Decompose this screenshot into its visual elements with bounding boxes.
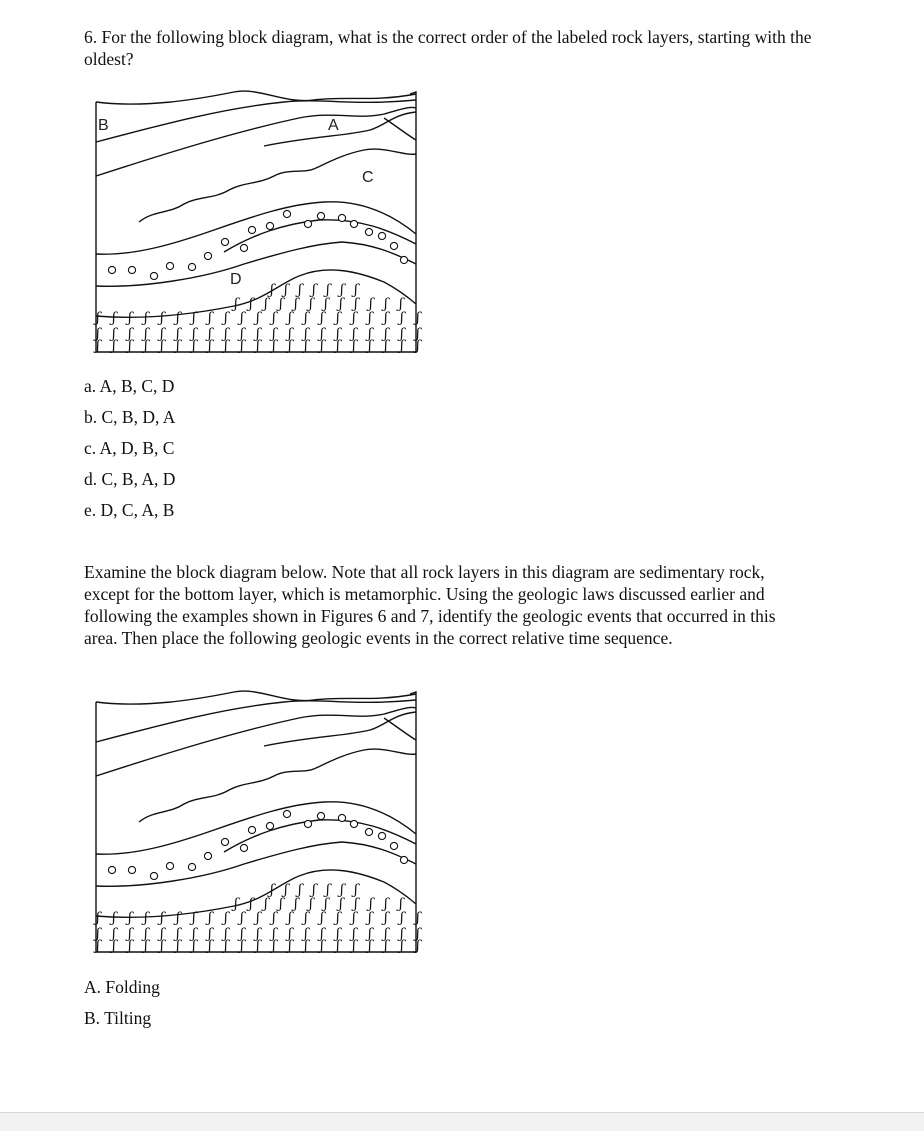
metamorphic-mark: ʃ <box>288 938 292 954</box>
metamorphic-mark: ʃ <box>312 882 316 898</box>
metamorphic-mark: ʃ <box>339 296 343 312</box>
metamorphic-mark: ʃ <box>368 310 372 326</box>
metamorphic-mark: ʃ <box>304 926 308 942</box>
layer-line-4 <box>384 118 416 140</box>
metamorphic-mark: ʃ <box>208 310 212 326</box>
metamorphic-mark: ʃ <box>416 938 420 954</box>
pebble <box>365 828 372 835</box>
pebble <box>350 820 357 827</box>
metamorphic-mark: ʃ <box>304 338 308 354</box>
metamorphic-mark: ʃ <box>249 296 253 312</box>
metamorphic-mark: ʃ <box>368 326 372 342</box>
metamorphic-mark: ʃ <box>416 326 420 342</box>
metamorphic-mark: ʃ <box>384 310 388 326</box>
question-text: For the following block diagram, what is the correct order of the labeled rock layers, starting with the oldest? <box>84 27 812 69</box>
metamorphic-mark: ʃ <box>256 926 260 942</box>
metamorphic-mark: ʃ <box>144 938 148 954</box>
metamorphic-mark: ʃ <box>160 326 164 342</box>
metamorphic-mark: ʃ <box>320 338 324 354</box>
metamorphic-mark: ʃ <box>294 896 298 912</box>
metamorphic-mark: ʃ <box>208 326 212 342</box>
metamorphic-mark: ʃ <box>144 926 148 942</box>
metamorphic-mark: ʃ <box>224 910 228 926</box>
pebble <box>390 842 397 849</box>
metamorphic-mark: ʃ <box>234 296 238 312</box>
metamorphic-mark: ʃ <box>312 282 316 298</box>
metamorphic-mark: ʃ <box>270 282 274 298</box>
metamorphic-mark: ʃ <box>112 338 116 354</box>
metamorphic-mark: ʃ <box>288 326 292 342</box>
metamorphic-mark: ʃ <box>336 910 340 926</box>
metamorphic-mark: ʃ <box>416 926 420 942</box>
metamorphic-mark: ʃ <box>176 326 180 342</box>
pebble <box>221 238 228 245</box>
metamorphic-mark: ʃ <box>112 926 116 942</box>
metamorphic-mark: ʃ <box>176 310 180 326</box>
metamorphic-mark: ʃ <box>224 938 228 954</box>
metamorphic-mark: ʃ <box>270 882 274 898</box>
metamorphic-mark: ʃ <box>240 338 244 354</box>
fold-line-2 <box>224 220 416 252</box>
metamorphic-mark: ʃ <box>128 310 132 326</box>
pebble <box>188 263 195 270</box>
label-c: C <box>362 169 374 186</box>
metamorphic-mark: ʃ <box>298 882 302 898</box>
pebble <box>350 220 357 227</box>
metamorphic-mark: ʃ <box>309 896 313 912</box>
pebble <box>166 862 173 869</box>
metamorphic-mark: ʃ <box>324 296 328 312</box>
pebble <box>317 812 324 819</box>
pebble <box>240 244 247 251</box>
layer-line-2 <box>96 707 416 776</box>
metamorphic-mark: ʃ <box>176 910 180 926</box>
metamorphic-mark: ʃ <box>400 326 404 342</box>
metamorphic-mark: ʃ <box>96 338 100 354</box>
metamorphic-mark: ʃ <box>256 326 260 342</box>
metamorphic-mark: ʃ <box>144 338 148 354</box>
pebble <box>248 826 255 833</box>
layer-line-1 <box>96 700 416 742</box>
metamorphic-mark: ʃ <box>298 282 302 298</box>
pebble <box>204 852 211 859</box>
metamorphic-mark: ʃ <box>208 910 212 926</box>
metamorphic-mark: ʃ <box>96 326 100 342</box>
metamorphic-mark: ʃ <box>384 938 388 954</box>
metamorphic-mark: ʃ <box>284 282 288 298</box>
metamorphic-mark: ʃ <box>208 926 212 942</box>
metamorphic-mark: ʃ <box>272 338 276 354</box>
metamorphic-mark: ʃ <box>112 938 116 954</box>
metamorphic-mark: ʃ <box>256 310 260 326</box>
metamorphic-mark: ʃ <box>336 326 340 342</box>
block-diagram-unlabeled <box>84 684 424 959</box>
layer-line-1 <box>96 100 416 142</box>
metamorphic-mark: ʃ <box>352 310 356 326</box>
metamorphic-mark: ʃ <box>336 938 340 954</box>
pebble <box>128 266 135 273</box>
metamorphic-mark: ʃ <box>352 338 356 354</box>
metamorphic-mark: ʃ <box>192 926 196 942</box>
pebble <box>304 220 311 227</box>
metamorphic-mark: ʃ <box>160 926 164 942</box>
pebble <box>283 210 290 217</box>
fold-line-2 <box>224 820 416 852</box>
metamorphic-mark: ʃ <box>160 938 164 954</box>
choice-b[interactable]: b. C, B, D, A <box>84 407 176 427</box>
pebble <box>338 814 345 821</box>
erosion-surface <box>139 749 416 822</box>
metamorphic-mark: ʃ <box>324 896 328 912</box>
pebble <box>378 832 385 839</box>
pebble <box>240 844 247 851</box>
pebble <box>304 820 311 827</box>
metamorphic-mark: ʃ <box>112 326 116 342</box>
choice-d[interactable]: d. C, B, A, D <box>84 469 176 489</box>
pebble <box>128 866 135 873</box>
metamorphic-mark: ʃ <box>288 926 292 942</box>
event-tilting: B. Tilting <box>84 1008 152 1028</box>
metamorphic-mark: ʃ <box>272 926 276 942</box>
metamorphic-mark: ʃ <box>128 338 132 354</box>
pebble <box>365 228 372 235</box>
pebble <box>400 856 407 863</box>
metamorphic-mark: ʃ <box>384 296 388 312</box>
metamorphic-mark: ʃ <box>192 938 196 954</box>
block-diagram-labeled <box>84 84 424 359</box>
metamorphic-mark: ʃ <box>128 938 132 954</box>
label-a: A <box>328 117 339 134</box>
metamorphic-mark: ʃ <box>340 882 344 898</box>
metamorphic-mark: ʃ <box>240 926 244 942</box>
metamorphic-mark: ʃ <box>176 938 180 954</box>
metamorphic-mark: ʃ <box>339 896 343 912</box>
metamorphic-mark: ʃ <box>320 938 324 954</box>
metamorphic-mark: ʃ <box>288 338 292 354</box>
question-number: 6. <box>84 27 98 47</box>
metamorphic-mark: ʃ <box>288 910 292 926</box>
metamorphic-mark: ʃ <box>320 310 324 326</box>
metamorphic-mark: ʃ <box>320 326 324 342</box>
metamorphic-mark: ʃ <box>160 338 164 354</box>
metamorphic-mark: ʃ <box>304 326 308 342</box>
metamorphic-mark: ʃ <box>336 926 340 942</box>
pebble <box>378 232 385 239</box>
metamorphic-mark: ʃ <box>234 896 238 912</box>
metamorphic-mark: ʃ <box>208 938 212 954</box>
pebble <box>266 222 273 229</box>
metamorphic-mark: ʃ <box>416 338 420 354</box>
geologic-events-list <box>84 976 160 1038</box>
metamorphic-mark: ʃ <box>294 296 298 312</box>
metamorphic-mark: ʃ <box>128 926 132 942</box>
metamorphic-mark: ʃ <box>224 926 228 942</box>
pebble <box>266 822 273 829</box>
metamorphic-mark: ʃ <box>192 338 196 354</box>
instructions-paragraph: Examine the block diagram below. Note that all rock layers in this diagram are sedimentary rock, except for the bottom layer, which is metamorphic. Using the geologic laws discussed earlier and following the examples shown in Figures 6 and 7, identify the geologic events that occurred in this area. Then place the following geologic events in the correct relative time sequence. <box>84 562 776 648</box>
metamorphic-mark: ʃ <box>354 282 358 298</box>
metamorphic-mark: ʃ <box>368 910 372 926</box>
metamorphic-mark: ʃ <box>112 910 116 926</box>
fold-line-3 <box>96 842 416 886</box>
metamorphic-mark: ʃ <box>224 310 228 326</box>
fold-line-3 <box>96 242 416 286</box>
metamorphic-mark: ʃ <box>368 338 372 354</box>
metamorphic-mark: ʃ <box>224 326 228 342</box>
metamorphic-mark: ʃ <box>96 938 100 954</box>
metamorphic-mark: ʃ <box>272 938 276 954</box>
metamorphic-mark: ʃ <box>416 910 420 926</box>
metamorphic-mark: ʃ <box>144 310 148 326</box>
pebble <box>248 226 255 233</box>
pebble <box>166 262 173 269</box>
pebble <box>150 272 157 279</box>
pebble <box>188 863 195 870</box>
metamorphic-mark: ʃ <box>400 938 404 954</box>
answer-choices <box>84 375 175 530</box>
pebble <box>283 810 290 817</box>
metamorphic-mark: ʃ <box>384 926 388 942</box>
metamorphic-mark: ʃ <box>352 938 356 954</box>
metamorphic-mark: ʃ <box>240 310 244 326</box>
layer-line-3 <box>264 712 416 746</box>
erosion-surface <box>139 149 416 222</box>
metamorphic-mark: ʃ <box>249 896 253 912</box>
metamorphic-mark: ʃ <box>96 926 100 942</box>
metamorphic-mark: ʃ <box>288 310 292 326</box>
metamorphic-mark: ʃ <box>368 938 372 954</box>
metamorphic-mark: ʃ <box>340 282 344 298</box>
metamorphic-mark: ʃ <box>400 338 404 354</box>
metamorphic-mark: ʃ <box>96 310 100 326</box>
choice-e[interactable]: e. D, C, A, B <box>84 500 175 520</box>
metamorphic-mark: ʃ <box>384 910 388 926</box>
metamorphic-mark: ʃ <box>128 910 132 926</box>
metamorphic-mark: ʃ <box>336 310 340 326</box>
metamorphic-mark: ʃ <box>400 910 404 926</box>
metamorphic-mark: ʃ <box>176 926 180 942</box>
pebble <box>400 256 407 263</box>
metamorphic-mark: ʃ <box>279 296 283 312</box>
metamorphic-mark: ʃ <box>240 910 244 926</box>
metamorphic-mark: ʃ <box>279 896 283 912</box>
metamorphic-mark: ʃ <box>320 926 324 942</box>
pebble <box>390 242 397 249</box>
metamorphic-mark: ʃ <box>304 910 308 926</box>
choice-a[interactable]: a. A, B, C, D <box>84 376 175 396</box>
pebble <box>204 252 211 259</box>
horizontal-scrollbar[interactable] <box>0 1112 924 1131</box>
metamorphic-mark: ʃ <box>96 910 100 926</box>
metamorphic-mark: ʃ <box>399 896 403 912</box>
metamorphic-mark: ʃ <box>256 938 260 954</box>
layer-line-4 <box>384 718 416 740</box>
metamorphic-mark: ʃ <box>354 296 358 312</box>
metamorphic-mark: ʃ <box>160 910 164 926</box>
metamorphic-mark: ʃ <box>369 296 373 312</box>
metamorphic-mark: ʃ <box>240 938 244 954</box>
metamorphic-mark: ʃ <box>272 326 276 342</box>
metamorphic-mark: ʃ <box>272 910 276 926</box>
metamorphic-mark: ʃ <box>144 910 148 926</box>
metamorphic-mark: ʃ <box>128 326 132 342</box>
metamorphic-mark: ʃ <box>354 896 358 912</box>
metamorphic-mark: ʃ <box>192 310 196 326</box>
pebble <box>338 214 345 221</box>
pebble <box>221 838 228 845</box>
pebble <box>317 212 324 219</box>
layer-line-2 <box>96 107 416 176</box>
metamorphic-mark: ʃ <box>368 926 372 942</box>
metamorphic-mark: ʃ <box>264 296 268 312</box>
metamorphic-mark: ʃ <box>384 326 388 342</box>
metamorphic-mark: ʃ <box>384 896 388 912</box>
metamorphic-mark: ʃ <box>320 910 324 926</box>
metamorphic-mark: ʃ <box>144 326 148 342</box>
metamorphic-mark: ʃ <box>192 326 196 342</box>
metamorphic-mark: ʃ <box>112 310 116 326</box>
metamorphic-mark: ʃ <box>326 282 330 298</box>
metamorphic-mark: ʃ <box>256 910 260 926</box>
metamorphic-mark: ʃ <box>192 910 196 926</box>
metamorphic-mark: ʃ <box>264 896 268 912</box>
metamorphic-mark: ʃ <box>384 338 388 354</box>
metamorphic-mark: ʃ <box>400 926 404 942</box>
metamorphic-mark: ʃ <box>224 338 228 354</box>
metamorphic-mark: ʃ <box>352 326 356 342</box>
metamorphic-mark: ʃ <box>336 338 340 354</box>
metamorphic-mark: ʃ <box>352 910 356 926</box>
metamorphic-mark: ʃ <box>304 938 308 954</box>
pebble <box>108 866 115 873</box>
question-6 <box>84 26 824 70</box>
metamorphic-mark: ʃ <box>272 310 276 326</box>
metamorphic-mark: ʃ <box>284 882 288 898</box>
metamorphic-mark: ʃ <box>176 338 180 354</box>
metamorphic-mark: ʃ <box>304 310 308 326</box>
pebble <box>108 266 115 273</box>
metamorphic-mark: ʃ <box>369 896 373 912</box>
layer-line-3 <box>264 112 416 146</box>
label-b: B <box>98 117 109 134</box>
metamorphic-mark: ʃ <box>208 338 212 354</box>
choice-c[interactable]: c. A, D, B, C <box>84 438 175 458</box>
event-folding: A. Folding <box>84 977 160 997</box>
metamorphic-mark: ʃ <box>240 326 244 342</box>
metamorphic-mark: ʃ <box>354 882 358 898</box>
label-d: D <box>230 271 242 288</box>
metamorphic-mark: ʃ <box>326 882 330 898</box>
metamorphic-mark: ʃ <box>309 296 313 312</box>
metamorphic-mark: ʃ <box>416 310 420 326</box>
metamorphic-mark: ʃ <box>256 338 260 354</box>
metamorphic-mark: ʃ <box>400 310 404 326</box>
pebble <box>150 872 157 879</box>
metamorphic-mark: ʃ <box>160 310 164 326</box>
metamorphic-mark: ʃ <box>352 926 356 942</box>
metamorphic-mark: ʃ <box>399 296 403 312</box>
